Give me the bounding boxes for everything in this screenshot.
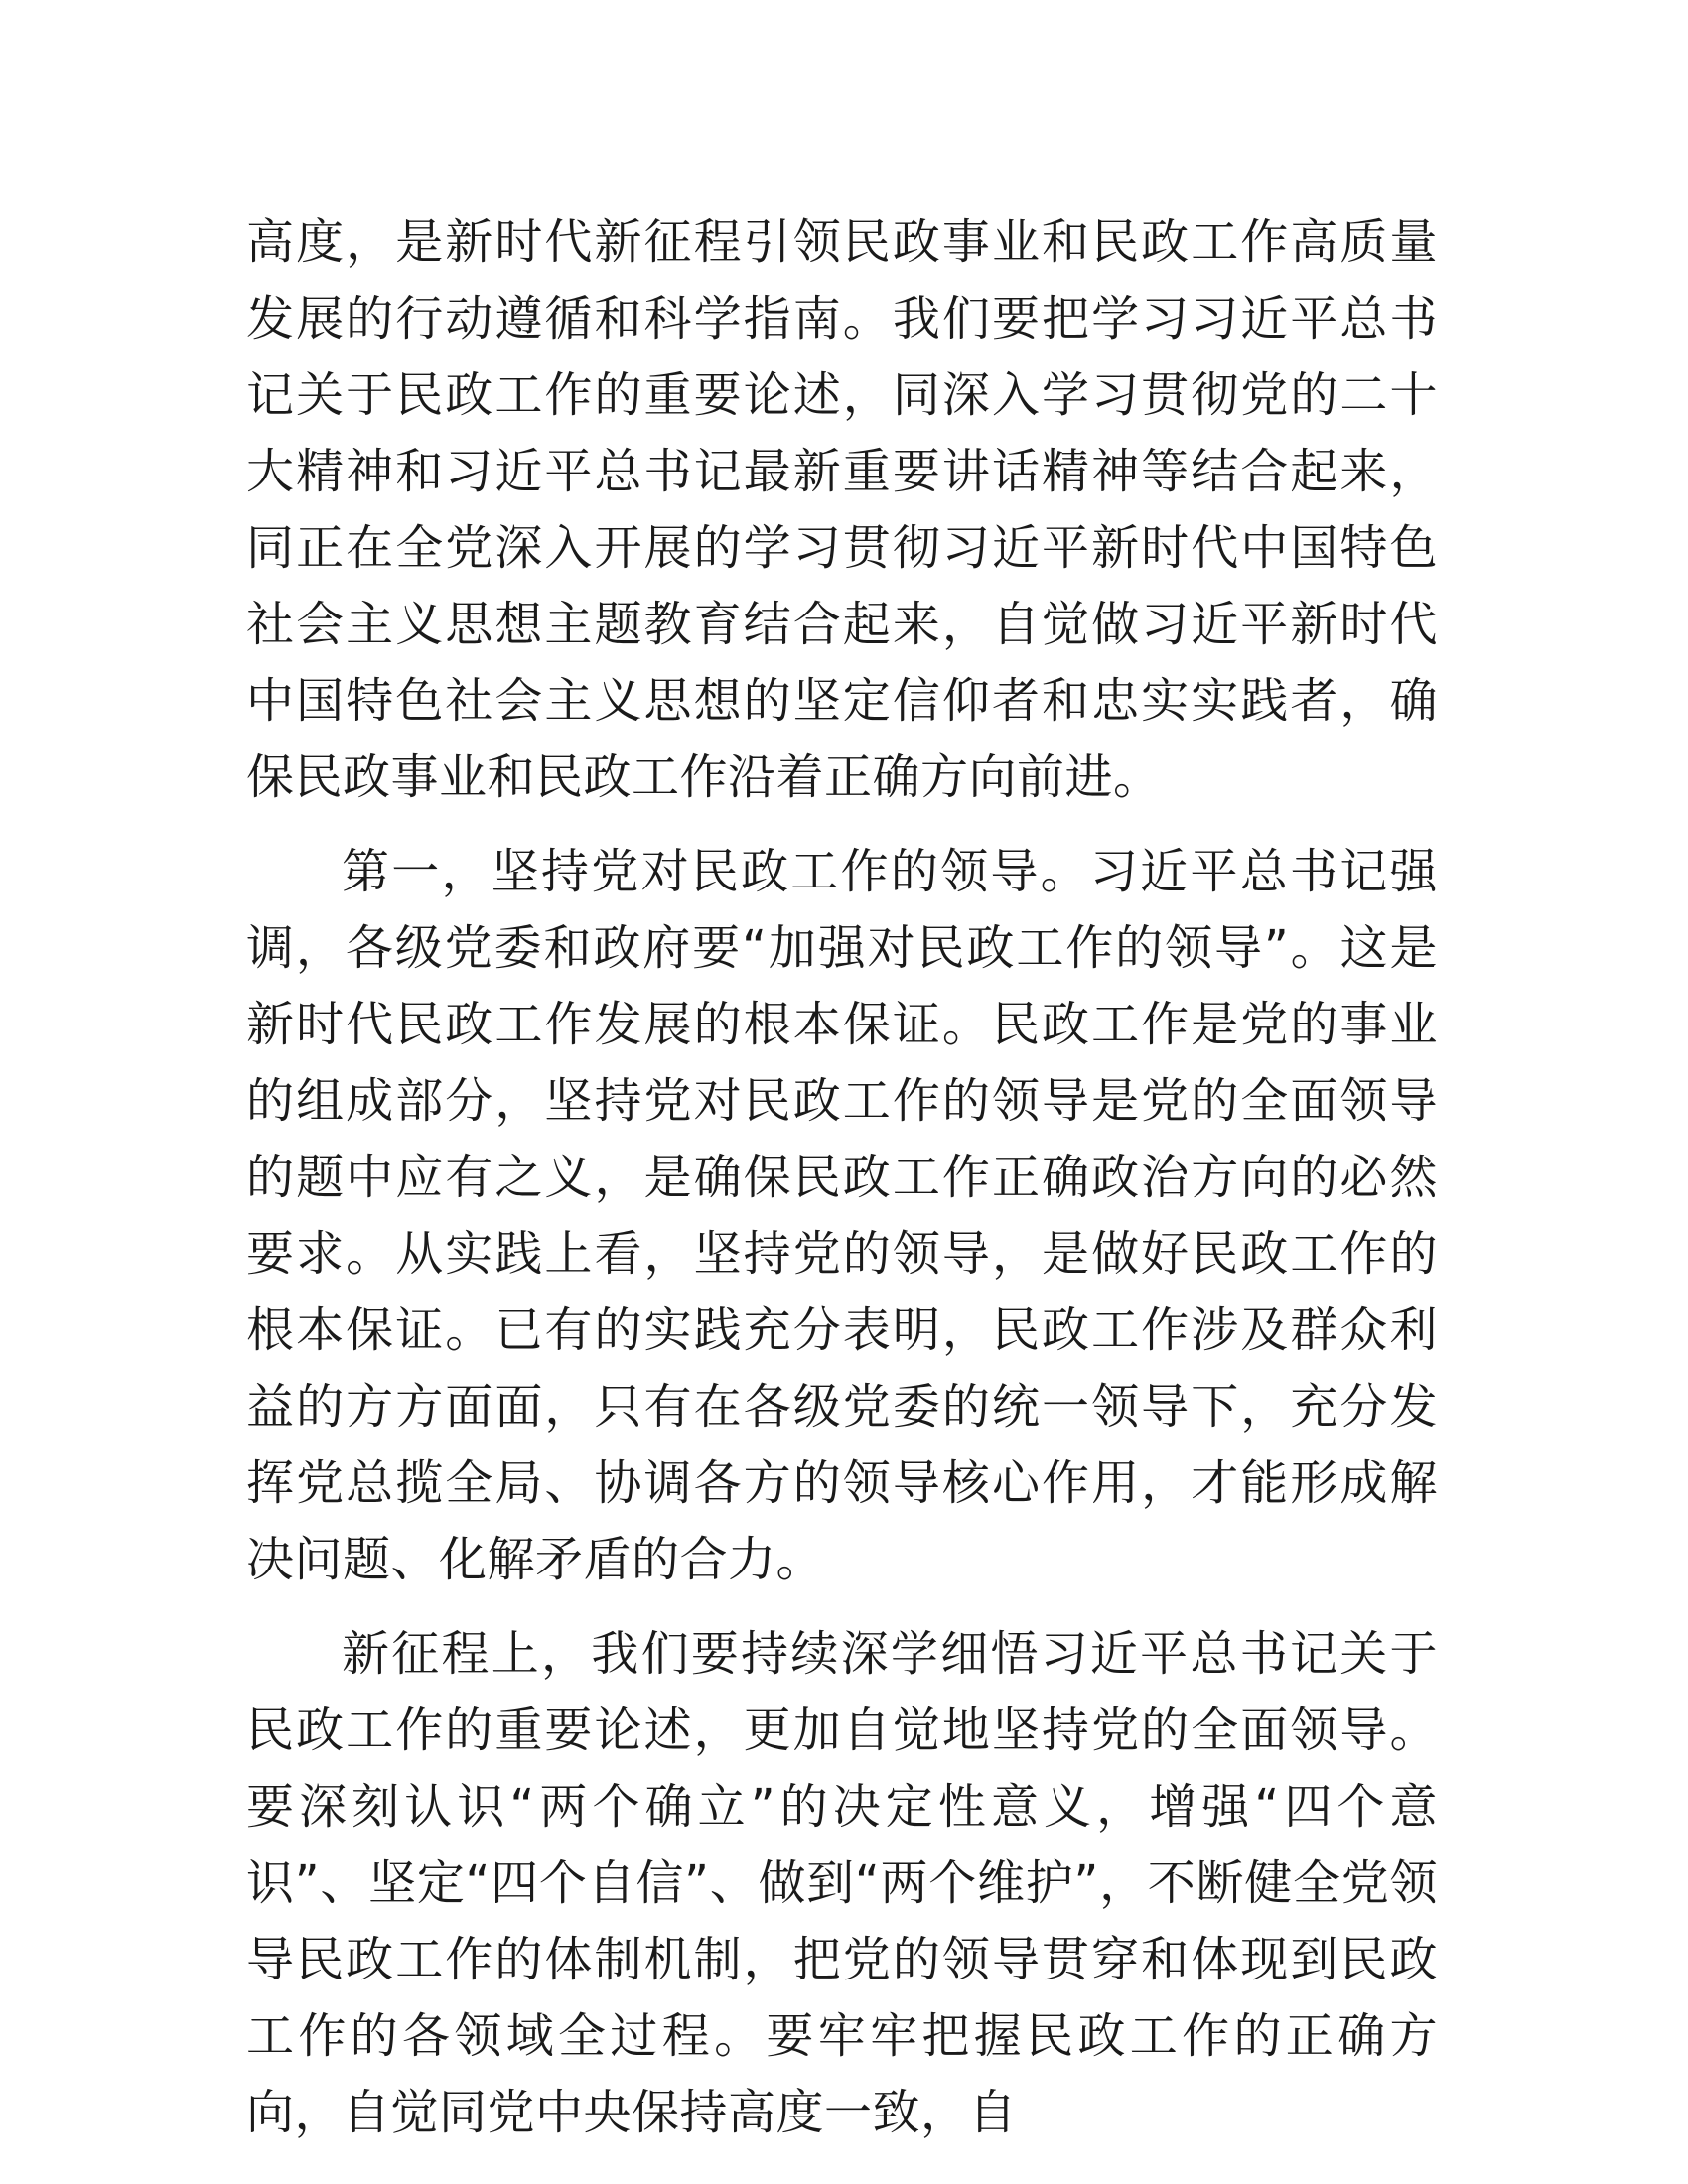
document-body	[246, 205, 1438, 2151]
paragraph-continuation: 高度，是新时代新征程引领民政事业和民政工作高质量发展的行动遵循和科学指南。我们要把学习习近平总书记关于民政工作的重要论述，同深入学习贯彻党的二十大精神和习近平总书记最新重要讲话精神等结合起来，同正在全党深入开展的学习贯彻习近平新时代中国特色社会主义思想主题教育结合起来，自觉做习近平新时代中国特色社会主义思想的坚定信仰者和忠实实践者，确保民政事业和民政工作沿着正确方向前进。	[246, 214, 1438, 805]
paragraph-party-leadership: 第一，坚持党对民政工作的领导。习近平总书记强调，各级党委和政府要“加强对民政工作的领导”。这是新时代民政工作发展的根本保证。民政工作是党的事业的组成部分，坚持党对民政工作的领导是党的全面领导的题中应有之义，是确保民政工作正确政治方向的必然要求。从实践上看，坚持党的领导，是做好民政工作的根本保证。已有的实践充分表明，民政工作涉及群众利益的方方面面，只有在各级党委的统一领导下，充分发挥党总揽全局、协调各方的领导核心作用，才能形成解决问题、化解矛盾的合力。	[246, 844, 1438, 1587]
paragraph-new-journey: 新征程上，我们要持续深学细悟习近平总书记关于民政工作的重要论述，更加自觉地坚持党的全面领导。要深刻认识“两个确立”的决定性意义，增强“四个意识”、坚定“四个自信”、做到“两个维护”，不断健全党领导民政工作的体制机制，把党的领导贯穿和体现到民政工作的各领域全过程。要牢牢把握民政工作的正确方向，自觉同党中央保持高度一致，自	[246, 1626, 1438, 2140]
